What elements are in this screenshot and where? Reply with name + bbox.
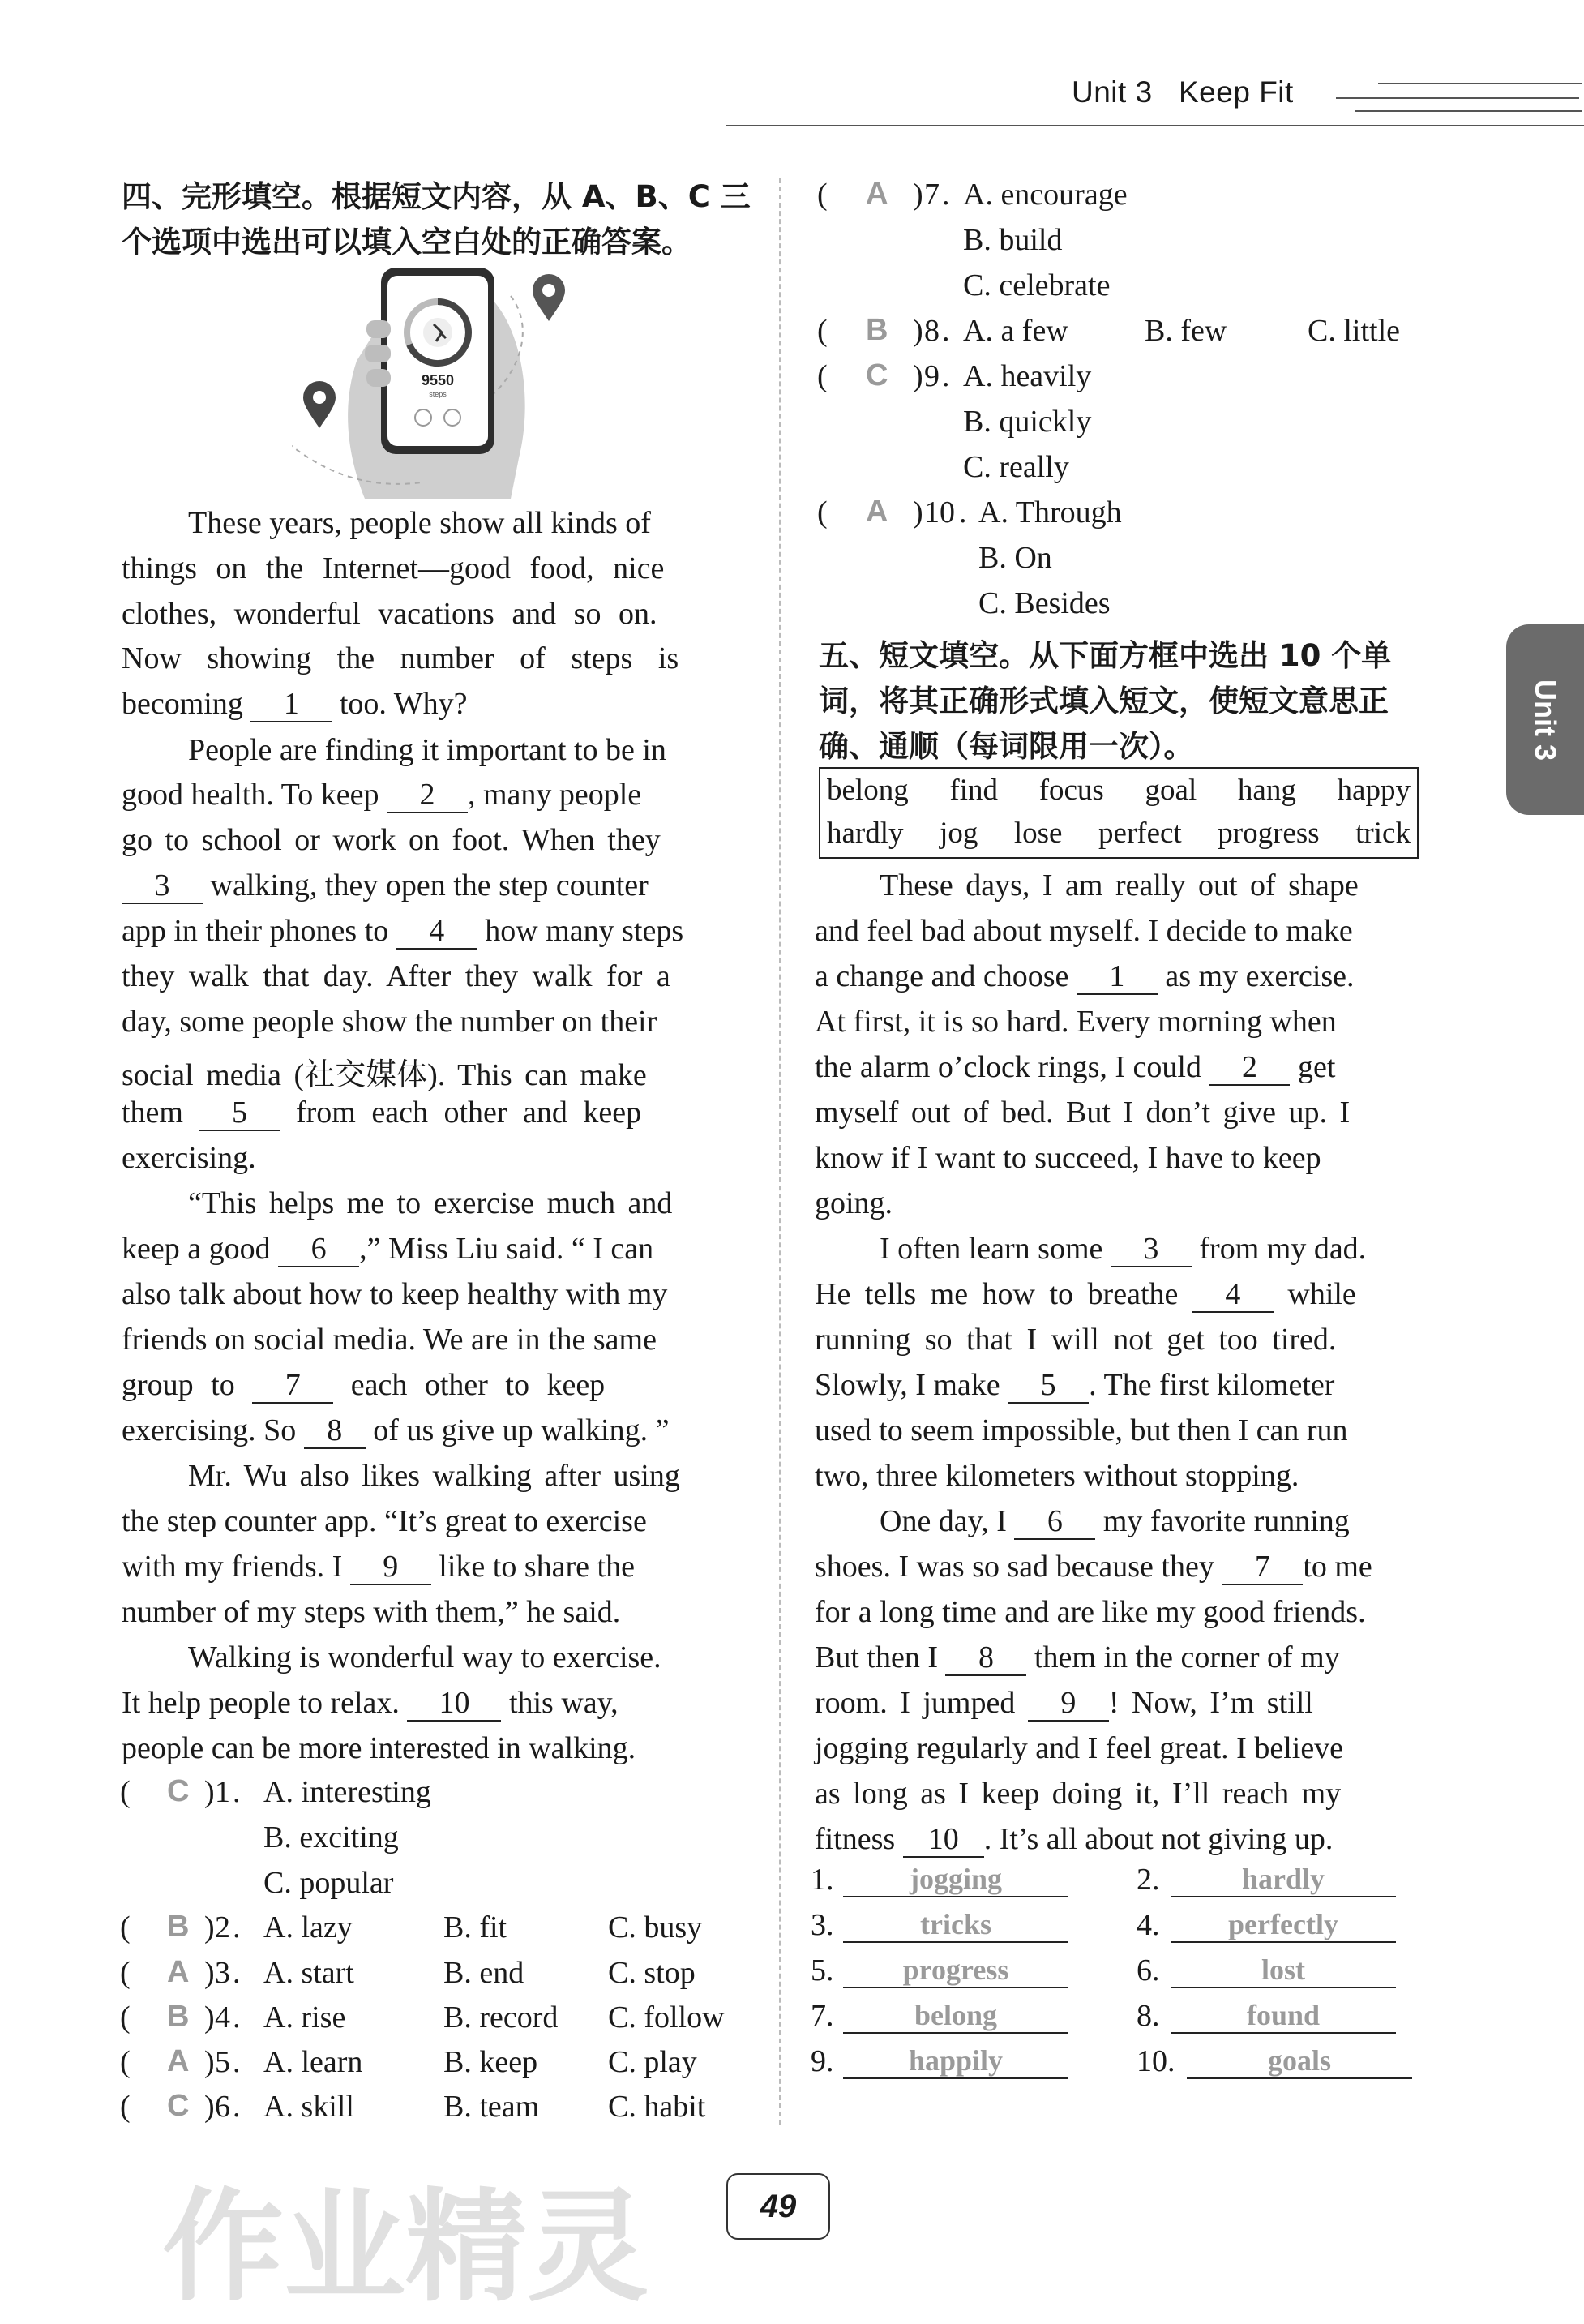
page-number: 49 <box>726 2173 830 2240</box>
blank-5[interactable]: 5 <box>199 1097 280 1131</box>
header-deco-line <box>1378 83 1582 84</box>
s5-line: going. <box>815 1186 893 1220</box>
answer-num: 8. <box>1137 1999 1160 2033</box>
s4-text: this way, <box>508 1686 619 1720</box>
q6-option-a[interactable]: A. skill <box>263 2090 354 2124</box>
s4-line <box>122 1367 605 1404</box>
header-rule <box>726 125 1584 126</box>
answer-field[interactable]: jogging <box>843 1862 1068 1897</box>
q9-option-c[interactable]: C. really <box>963 450 1069 484</box>
s4-line: they walk that day. After they walk for a <box>122 959 670 993</box>
q6-num: 6 <box>215 2090 230 2124</box>
s4-line: the step counter app. “It’s great to exercise <box>122 1504 647 1538</box>
s5-text: the alarm o’clock rings, I could <box>815 1050 1201 1084</box>
s5-text: shoes. I was so sad because they <box>815 1550 1214 1584</box>
answer-num: 1. <box>811 1863 834 1897</box>
s5-blank-4[interactable]: 4 <box>1192 1279 1274 1313</box>
s5-text: my favorite running <box>1102 1504 1350 1538</box>
q2-num: 2 <box>215 1910 230 1945</box>
s4-line <box>122 686 467 722</box>
s5-text: One day, I <box>880 1504 1007 1538</box>
s5-line: as long as I keep doing it, I’ll reach my <box>815 1777 1342 1811</box>
s5-text: to me <box>1303 1550 1372 1584</box>
s5-line <box>815 1685 1313 1722</box>
header-deco-line <box>1355 110 1582 112</box>
blank-2[interactable]: 2 <box>387 779 468 813</box>
q3-answer[interactable]: A <box>167 1955 190 1989</box>
s5-line: These days, I am really out of shape <box>880 868 1359 903</box>
q9-option-a[interactable]: A. heavily <box>963 359 1092 393</box>
s4-line <box>122 777 641 813</box>
s5-text: get <box>1297 1050 1336 1084</box>
s5-text: He tells me how to breathe <box>815 1277 1179 1311</box>
s4-line: Now showing the number of steps is <box>122 641 679 675</box>
answer-num: 10. <box>1137 2044 1175 2078</box>
answer-field[interactable]: progress <box>843 1953 1068 1988</box>
s5-text: them in the corner of my <box>1034 1640 1340 1674</box>
q5-option-c[interactable]: C. play <box>608 2045 697 2079</box>
word-box-row <box>827 816 1411 851</box>
s4-line: Walking is wonderful way to exercise. <box>188 1640 661 1674</box>
s5-line: myself out of bed. But I don’t give up. I <box>815 1096 1351 1130</box>
s5-line <box>880 1503 1350 1540</box>
word-box-word: hang <box>1237 774 1296 807</box>
blank-10[interactable]: 10 <box>407 1687 501 1722</box>
s5-line <box>815 1549 1372 1585</box>
s4-line: “This helps me to exercise much and <box>188 1186 673 1220</box>
q6-option-b[interactable]: B. team <box>443 2090 540 2124</box>
answer-num: 9. <box>811 2044 834 2078</box>
answer-num: 3. <box>811 1908 834 1942</box>
s5-text: Slowly, I make <box>815 1368 1000 1402</box>
s4-line: number of my steps with them,” he said. <box>122 1595 621 1629</box>
s4-line: also talk about how to keep healthy with my <box>122 1277 668 1311</box>
answer-num: 2. <box>1137 1863 1160 1897</box>
section4-title-line1: 四、完形填空。根据短文内容，从 A、B、C 三 <box>122 179 751 214</box>
answer-field[interactable]: happily <box>843 2043 1068 2079</box>
s5-line: used to seem impossible, but then I can run <box>815 1413 1348 1447</box>
word-box-row <box>827 773 1411 808</box>
s5-blank-2[interactable]: 2 <box>1209 1052 1290 1086</box>
blank-6[interactable]: 6 <box>278 1233 359 1267</box>
q5-answer[interactable]: A <box>167 2044 190 2078</box>
s4-text: of us give up walking. ” <box>373 1413 670 1447</box>
s4-line <box>122 1231 653 1267</box>
q4-num: 4 <box>215 2000 230 2035</box>
s5-line: for a long time and are like my good friends. <box>815 1595 1366 1629</box>
word-box-word: focus <box>1038 774 1104 807</box>
q7-answer[interactable]: A <box>866 177 888 211</box>
s4-text: exercising. So <box>122 1413 297 1447</box>
q8-answer[interactable]: B <box>866 313 888 347</box>
s4-text: becoming <box>122 687 243 721</box>
s5-text: a change and choose <box>815 959 1069 993</box>
s4-text: walking, they open the step counter <box>210 868 649 903</box>
q7-option-c[interactable]: C. celebrate <box>963 268 1111 302</box>
word-box-word: perfect <box>1098 817 1182 850</box>
s5-line <box>815 1276 1356 1313</box>
q1-option-a[interactable]: A. interesting <box>263 1775 431 1809</box>
q5-option-b[interactable]: B. keep <box>443 2045 538 2079</box>
s4-text: It help people to relax. <box>122 1686 400 1720</box>
side-tab-label: Unit 3 <box>1529 679 1563 761</box>
q3-option-c[interactable]: C. stop <box>608 1956 696 1990</box>
q3-num: 3 <box>215 1956 230 1990</box>
s5-line: running so that I will not get too tired. <box>815 1323 1337 1357</box>
watermark: 作业精灵 <box>162 2177 649 2318</box>
q8-option-b[interactable]: B. few <box>1145 314 1227 348</box>
s4-line: exercising. <box>122 1141 256 1175</box>
q10-option-a[interactable]: A. Through <box>978 495 1122 530</box>
s4-text: too. Why? <box>339 687 468 721</box>
s5-line <box>815 1049 1335 1086</box>
section5-title-line1: 五、短文填空。从下面方框中选出 10 个单 <box>819 638 1392 673</box>
s4-text: how many steps <box>485 914 684 948</box>
s5-line: know if I want to succeed, I have to keep <box>815 1141 1321 1175</box>
answer-field[interactable]: tricks <box>843 1907 1068 1943</box>
section4-title-line2: 个选项中选出可以填入空白处的正确答案。 <box>122 225 691 259</box>
word-box-word: happy <box>1337 774 1411 807</box>
q9-option-b[interactable]: B. quickly <box>963 405 1092 439</box>
map-pin-icon <box>531 274 567 327</box>
q10-num: 10 <box>924 495 955 530</box>
answer-num: 7. <box>811 1999 834 2033</box>
q4-answer[interactable]: B <box>167 2000 190 2034</box>
column-divider <box>779 178 781 2125</box>
blank-3[interactable]: 3 <box>122 870 203 904</box>
s4-text: group to <box>122 1368 235 1402</box>
q5-option-a[interactable]: A. learn <box>263 2045 363 2079</box>
s4-line: People are finding it important to be in <box>188 733 666 767</box>
image-steps-count: 9550 <box>421 372 455 388</box>
s5-line <box>815 1821 1333 1858</box>
q5-num: 5 <box>215 2045 230 2079</box>
q4-option-c[interactable]: C. follow <box>608 2000 725 2035</box>
s4-text: keep a good <box>122 1232 271 1266</box>
answer-field[interactable]: hardly <box>1171 1862 1396 1897</box>
unit-side-tab <box>1506 624 1584 815</box>
q2-option-a[interactable]: A. lazy <box>263 1910 353 1945</box>
word-box-word: find <box>949 774 998 807</box>
q1-option-c[interactable]: C. popular <box>263 1866 394 1900</box>
s4-line <box>122 551 754 586</box>
blank-9[interactable]: 9 <box>350 1551 431 1585</box>
s4-text: good health. To keep <box>122 778 379 812</box>
s5-text: while <box>1287 1277 1356 1311</box>
word-box-word: goal <box>1145 774 1197 807</box>
q4-option-a[interactable]: A. rise <box>263 2000 346 2035</box>
q6-answer[interactable]: C <box>167 2089 190 2123</box>
blank-8[interactable]: 8 <box>304 1415 366 1449</box>
answer-field[interactable]: perfectly <box>1171 1907 1396 1943</box>
s4-text: each other to keep <box>350 1368 606 1402</box>
s4-line <box>122 1413 669 1449</box>
s4-line: clothes, wonderful vacations and so on. <box>122 597 657 631</box>
q1-num: 1 <box>215 1775 230 1809</box>
header-title: Keep Fit <box>1179 75 1294 109</box>
q7-option-a[interactable]: A. encourage <box>963 178 1128 212</box>
answer-field[interactable]: belong <box>843 1998 1068 2034</box>
s4-text: from each other and keep <box>295 1096 642 1130</box>
image-steps-unit: steps <box>429 390 447 398</box>
q4-option-b[interactable]: B. record <box>443 2000 559 2035</box>
s4-text: them <box>122 1096 183 1130</box>
s4-text: things on the Internet—good food, nice <box>122 551 665 585</box>
q10-answer[interactable]: A <box>866 495 888 529</box>
s5-text: from my dad. <box>1199 1232 1367 1266</box>
q7-num: 7 <box>924 178 940 212</box>
blank-1[interactable]: 1 <box>250 688 332 722</box>
s5-blank-3[interactable]: 3 <box>1111 1233 1192 1267</box>
q10-option-b[interactable]: B. On <box>978 541 1052 575</box>
q8-num: 8 <box>924 314 940 348</box>
s5-text: . It’s all about not giving up. <box>983 1822 1334 1856</box>
q9-num: 9 <box>924 359 940 393</box>
s5-text: as my exercise. <box>1165 959 1355 993</box>
answer-num: 6. <box>1137 1953 1160 1987</box>
s4-line: day, some people show the number on their <box>122 1005 657 1039</box>
s5-line <box>815 1640 1340 1676</box>
s4-line <box>122 1685 619 1722</box>
q6-option-c[interactable]: C. habit <box>608 2090 706 2124</box>
s4-line: These years, people show all kinds of <box>188 506 651 540</box>
map-pin-icon <box>302 381 337 434</box>
s5-line <box>815 958 1355 995</box>
s5-blank-8[interactable]: 8 <box>945 1642 1026 1676</box>
q3-option-b[interactable]: B. end <box>443 1956 524 1990</box>
answer-num: 5. <box>811 1953 834 1987</box>
s5-text: . The first kilometer <box>1089 1368 1335 1402</box>
answer-field[interactable]: goals <box>1187 2043 1412 2079</box>
s5-blank-7[interactable]: 7 <box>1222 1551 1303 1585</box>
answer-field[interactable]: found <box>1171 1998 1396 2034</box>
q2-answer[interactable]: B <box>167 1910 190 1944</box>
s5-blank-1[interactable]: 1 <box>1077 961 1158 995</box>
word-box <box>819 767 1419 859</box>
s4-line: friends on social media. We are in the same <box>122 1323 657 1357</box>
s5-line: two, three kilometers without stopping. <box>815 1459 1299 1493</box>
section5-title-line3: 确、通顺（每词限用一次）。 <box>819 729 1194 764</box>
s5-line: and feel bad about myself. I decide to make <box>815 914 1353 948</box>
word-box-word: trick <box>1355 817 1411 850</box>
answer-num: 4. <box>1137 1908 1160 1942</box>
q7-option-b[interactable]: B. build <box>963 223 1063 257</box>
q8-option-c[interactable]: C. little <box>1308 314 1400 348</box>
q3-option-a[interactable]: A. start <box>263 1956 354 1990</box>
header-deco-line <box>1336 97 1579 99</box>
s5-text: But then I <box>815 1640 938 1674</box>
s5-text: room. I jumped <box>815 1686 1016 1720</box>
s5-text: I often learn some <box>880 1232 1103 1266</box>
blank-4[interactable]: 4 <box>396 915 477 950</box>
s5-line <box>880 1231 1366 1267</box>
s4-text: ,” Miss Liu said. “ I can <box>359 1232 654 1266</box>
q9-answer[interactable]: C <box>866 358 888 392</box>
s5-blank-9[interactable]: 9 <box>1028 1687 1109 1722</box>
header-unit: Unit 3 <box>1072 75 1153 109</box>
s4-text: , many people <box>467 778 642 812</box>
q1-option-b[interactable]: B. exciting <box>263 1820 399 1854</box>
s4-text: app in their phones to <box>122 914 389 948</box>
answer-field[interactable]: lost <box>1171 1953 1396 1988</box>
s4-line: people can be more interested in walking. <box>122 1731 636 1765</box>
s5-text: ! Now, I’m still <box>1108 1686 1313 1720</box>
s4-line <box>122 913 683 950</box>
s5-line: jogging regularly and I feel great. I believe <box>815 1731 1344 1765</box>
s5-line <box>815 1367 1334 1404</box>
word-box-word: progress <box>1218 817 1320 850</box>
q2-option-c[interactable]: C. busy <box>608 1910 703 1945</box>
s5-text: fitness <box>815 1822 896 1856</box>
q2-option-b[interactable]: B. fit <box>443 1910 507 1945</box>
s4-line: social media (社交媒体). This can make <box>122 1058 647 1092</box>
page-header <box>1072 75 1294 109</box>
s4-text: with my friends. I <box>122 1550 343 1584</box>
q1-answer[interactable]: C <box>167 1774 190 1808</box>
s4-line: Mr. Wu also likes walking after using <box>188 1459 680 1493</box>
blank-7[interactable]: 7 <box>252 1370 333 1404</box>
s5-blank-5[interactable]: 5 <box>1008 1370 1089 1404</box>
q8-option-a[interactable]: A. a few <box>963 314 1068 348</box>
s4-line <box>122 1549 635 1585</box>
s4-line <box>122 868 649 904</box>
q10-option-c[interactable]: C. Besides <box>978 586 1111 620</box>
section5-title-line2: 词，将其正确形式填入短文，使短文意思正 <box>819 684 1389 718</box>
s5-blank-10[interactable]: 10 <box>903 1824 984 1858</box>
s5-line: At first, it is so hard. Every morning when <box>815 1005 1337 1039</box>
s5-blank-6[interactable]: 6 <box>1014 1506 1095 1540</box>
s4-line: go to school or work on foot. When they <box>122 823 661 857</box>
s4-text: like to share the <box>439 1550 635 1584</box>
word-box-word: lose <box>1013 817 1063 850</box>
s4-line <box>122 1095 641 1131</box>
word-box-word: belong <box>827 774 909 807</box>
word-box-word: jog <box>940 817 978 850</box>
word-box-word: hardly <box>827 817 904 850</box>
